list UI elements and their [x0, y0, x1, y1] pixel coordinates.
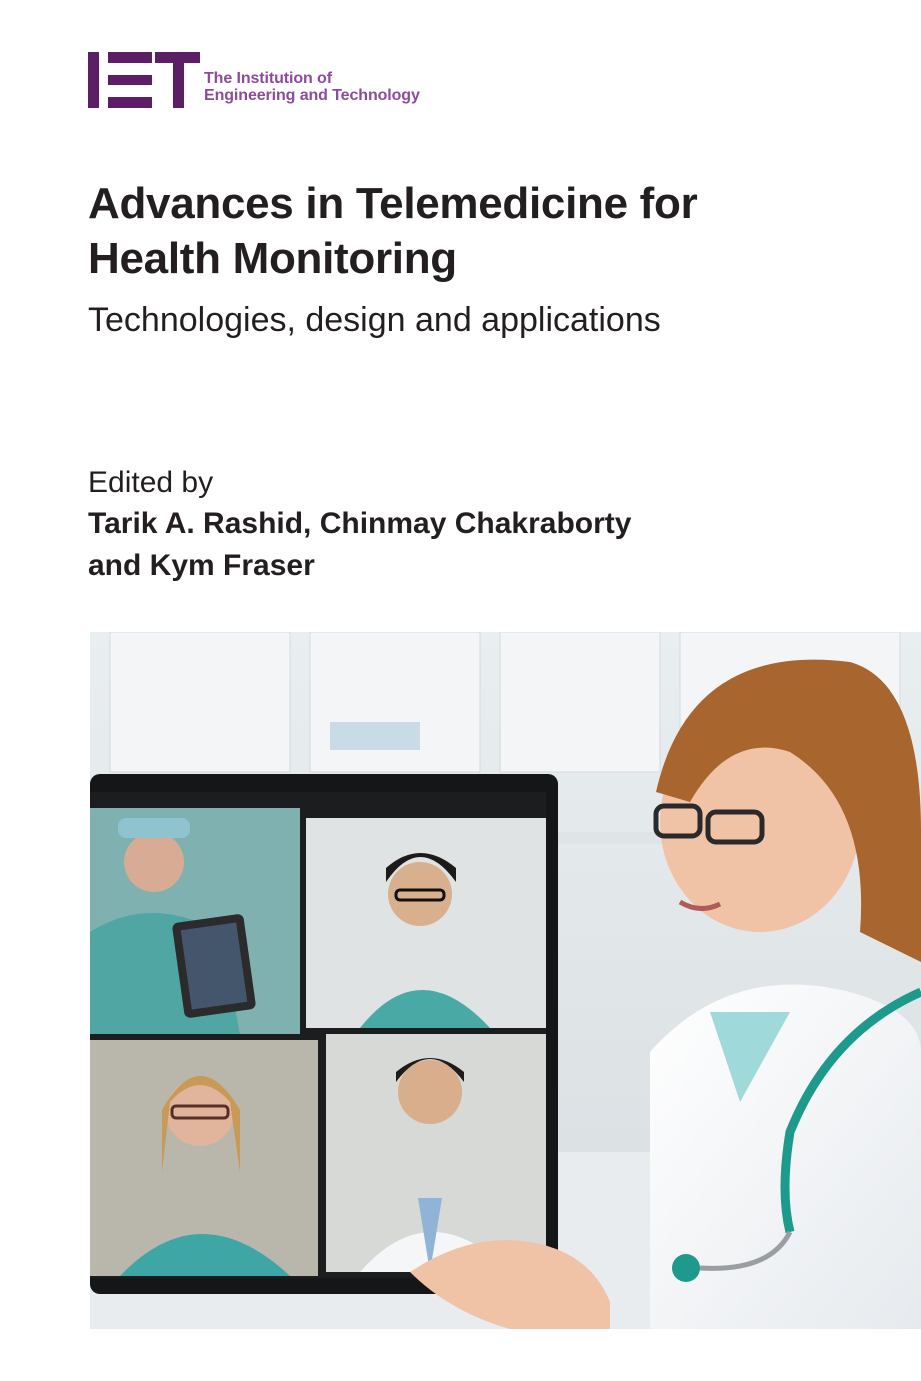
iet-logo-mark — [88, 52, 200, 108]
iet-logo — [88, 52, 448, 112]
publisher-name-line1: The Institution of — [204, 70, 332, 87]
photo-icon — [90, 632, 921, 1329]
book-title — [88, 176, 888, 286]
editors-line2: and Kym Fraser — [88, 549, 315, 582]
book-subtitle: Technologies, design and applications — [88, 301, 661, 339]
publisher-name — [204, 70, 420, 104]
editors-line1: Tarik A. Rashid, Chinmay Chakraborty — [88, 507, 632, 540]
edited-by-label: Edited by — [88, 466, 214, 499]
cover-photo — [90, 632, 921, 1329]
publisher-name-line2: Engineering and Technology — [204, 87, 420, 104]
book-title-line2: Health Monitoring — [88, 234, 457, 283]
editors-list — [88, 503, 888, 587]
book-title-line1: Advances in Telemedicine for — [88, 179, 698, 228]
